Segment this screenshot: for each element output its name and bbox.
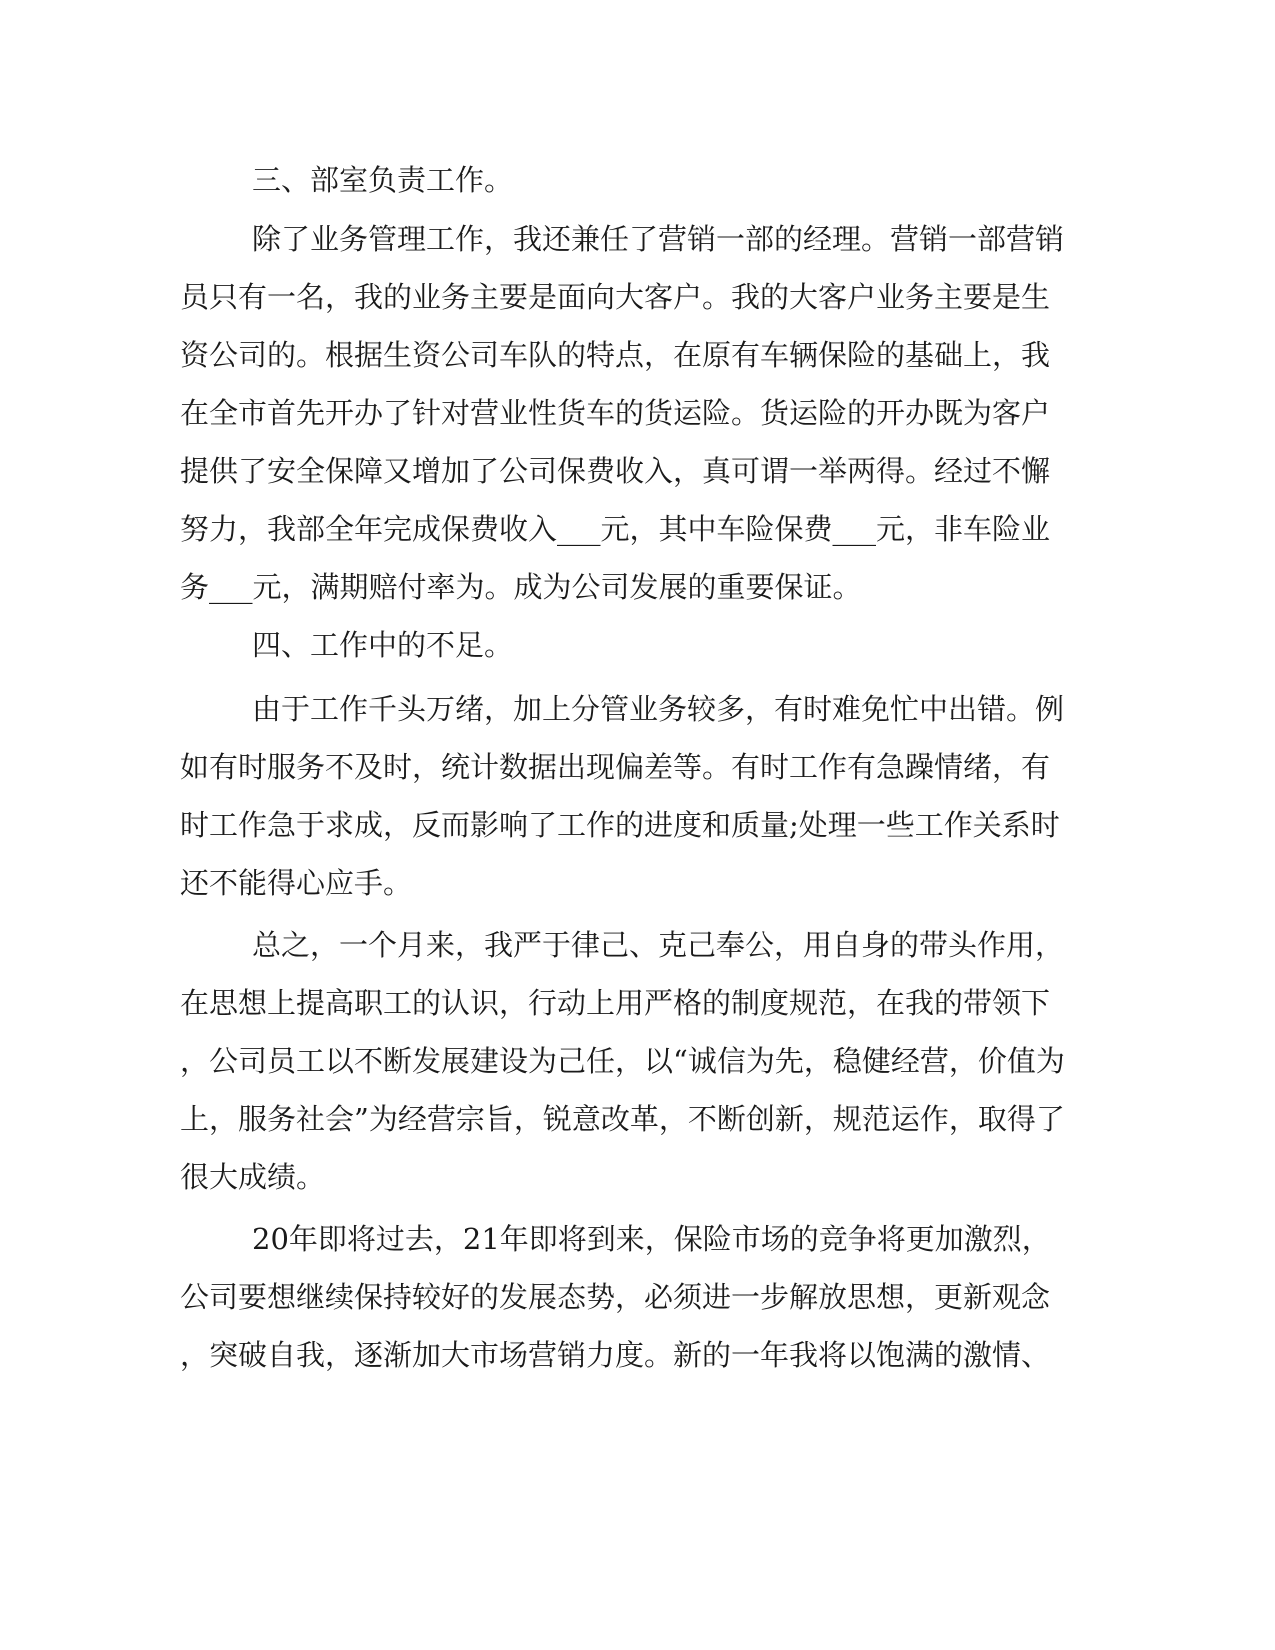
paragraph-line: 20年即将过去，21年即将到来，保险市场的竞争将更加激烈， (252, 1222, 1051, 1256)
paragraph-line: 除了业务管理工作，我还兼任了营销一部的经理。营销一部营销 (252, 222, 1065, 256)
paragraph-line: 还不能得心应手。 (180, 866, 413, 900)
paragraph-line: 总之，一个月来，我严于律己、克己奉公，用自身的带头作用， (252, 928, 1065, 962)
paragraph-line: 在全市首先开办了针对营业性货车的货运险。货运险的开办既为客户 (180, 396, 1051, 430)
paragraph-line: 上，服务社会”为经营宗旨，锐意改革，不断创新，规范运作，取得了 (180, 1102, 1065, 1136)
heading-section-3: 三、部室负责工作。 (252, 163, 514, 197)
paragraph-line: 资公司的。根据生资公司车队的特点，在原有车辆保险的基础上，我 (180, 338, 1051, 372)
paragraph-line: 努力，我部全年完成保费收入___元，其中车险保费___元，非车险业 (180, 512, 1051, 546)
heading-section-4: 四、工作中的不足。 (252, 628, 514, 662)
paragraph-line: ，突破自我，逐渐加大市场营销力度。新的一年我将以饱满的激情、 (180, 1338, 1051, 1372)
paragraph-line: 由于工作千头万绪，加上分管业务较多，有时难免忙中出错。例 (252, 692, 1065, 726)
paragraph-line: 务___元，满期赔付率为。成为公司发展的重要保证。 (180, 570, 862, 604)
paragraph-line: 很大成绩。 (180, 1160, 326, 1194)
paragraph-line: ，公司员工以不断发展建设为己任，以“诚信为先，稳健经营，价值为 (180, 1044, 1065, 1078)
paragraph-line: 如有时服务不及时，统计数据出现偏差等。有时工作有急躁情绪，有 (180, 750, 1051, 784)
paragraph-line: 员只有一名，我的业务主要是面向大客户。我的大客户业务主要是生 (180, 280, 1051, 314)
paragraph-line: 公司要想继续保持较好的发展态势，必须进一步解放思想，更新观念 (180, 1280, 1051, 1314)
paragraph-line: 提供了安全保障又增加了公司保费收入，真可谓一举两得。经过不懈 (180, 454, 1051, 488)
paragraph-line: 在思想上提高职工的认识，行动上用严格的制度规范，在我的带领下 (180, 986, 1051, 1020)
paragraph-line: 时工作急于求成，反而影响了工作的进度和质量;处理一些工作关系时 (180, 808, 1060, 842)
